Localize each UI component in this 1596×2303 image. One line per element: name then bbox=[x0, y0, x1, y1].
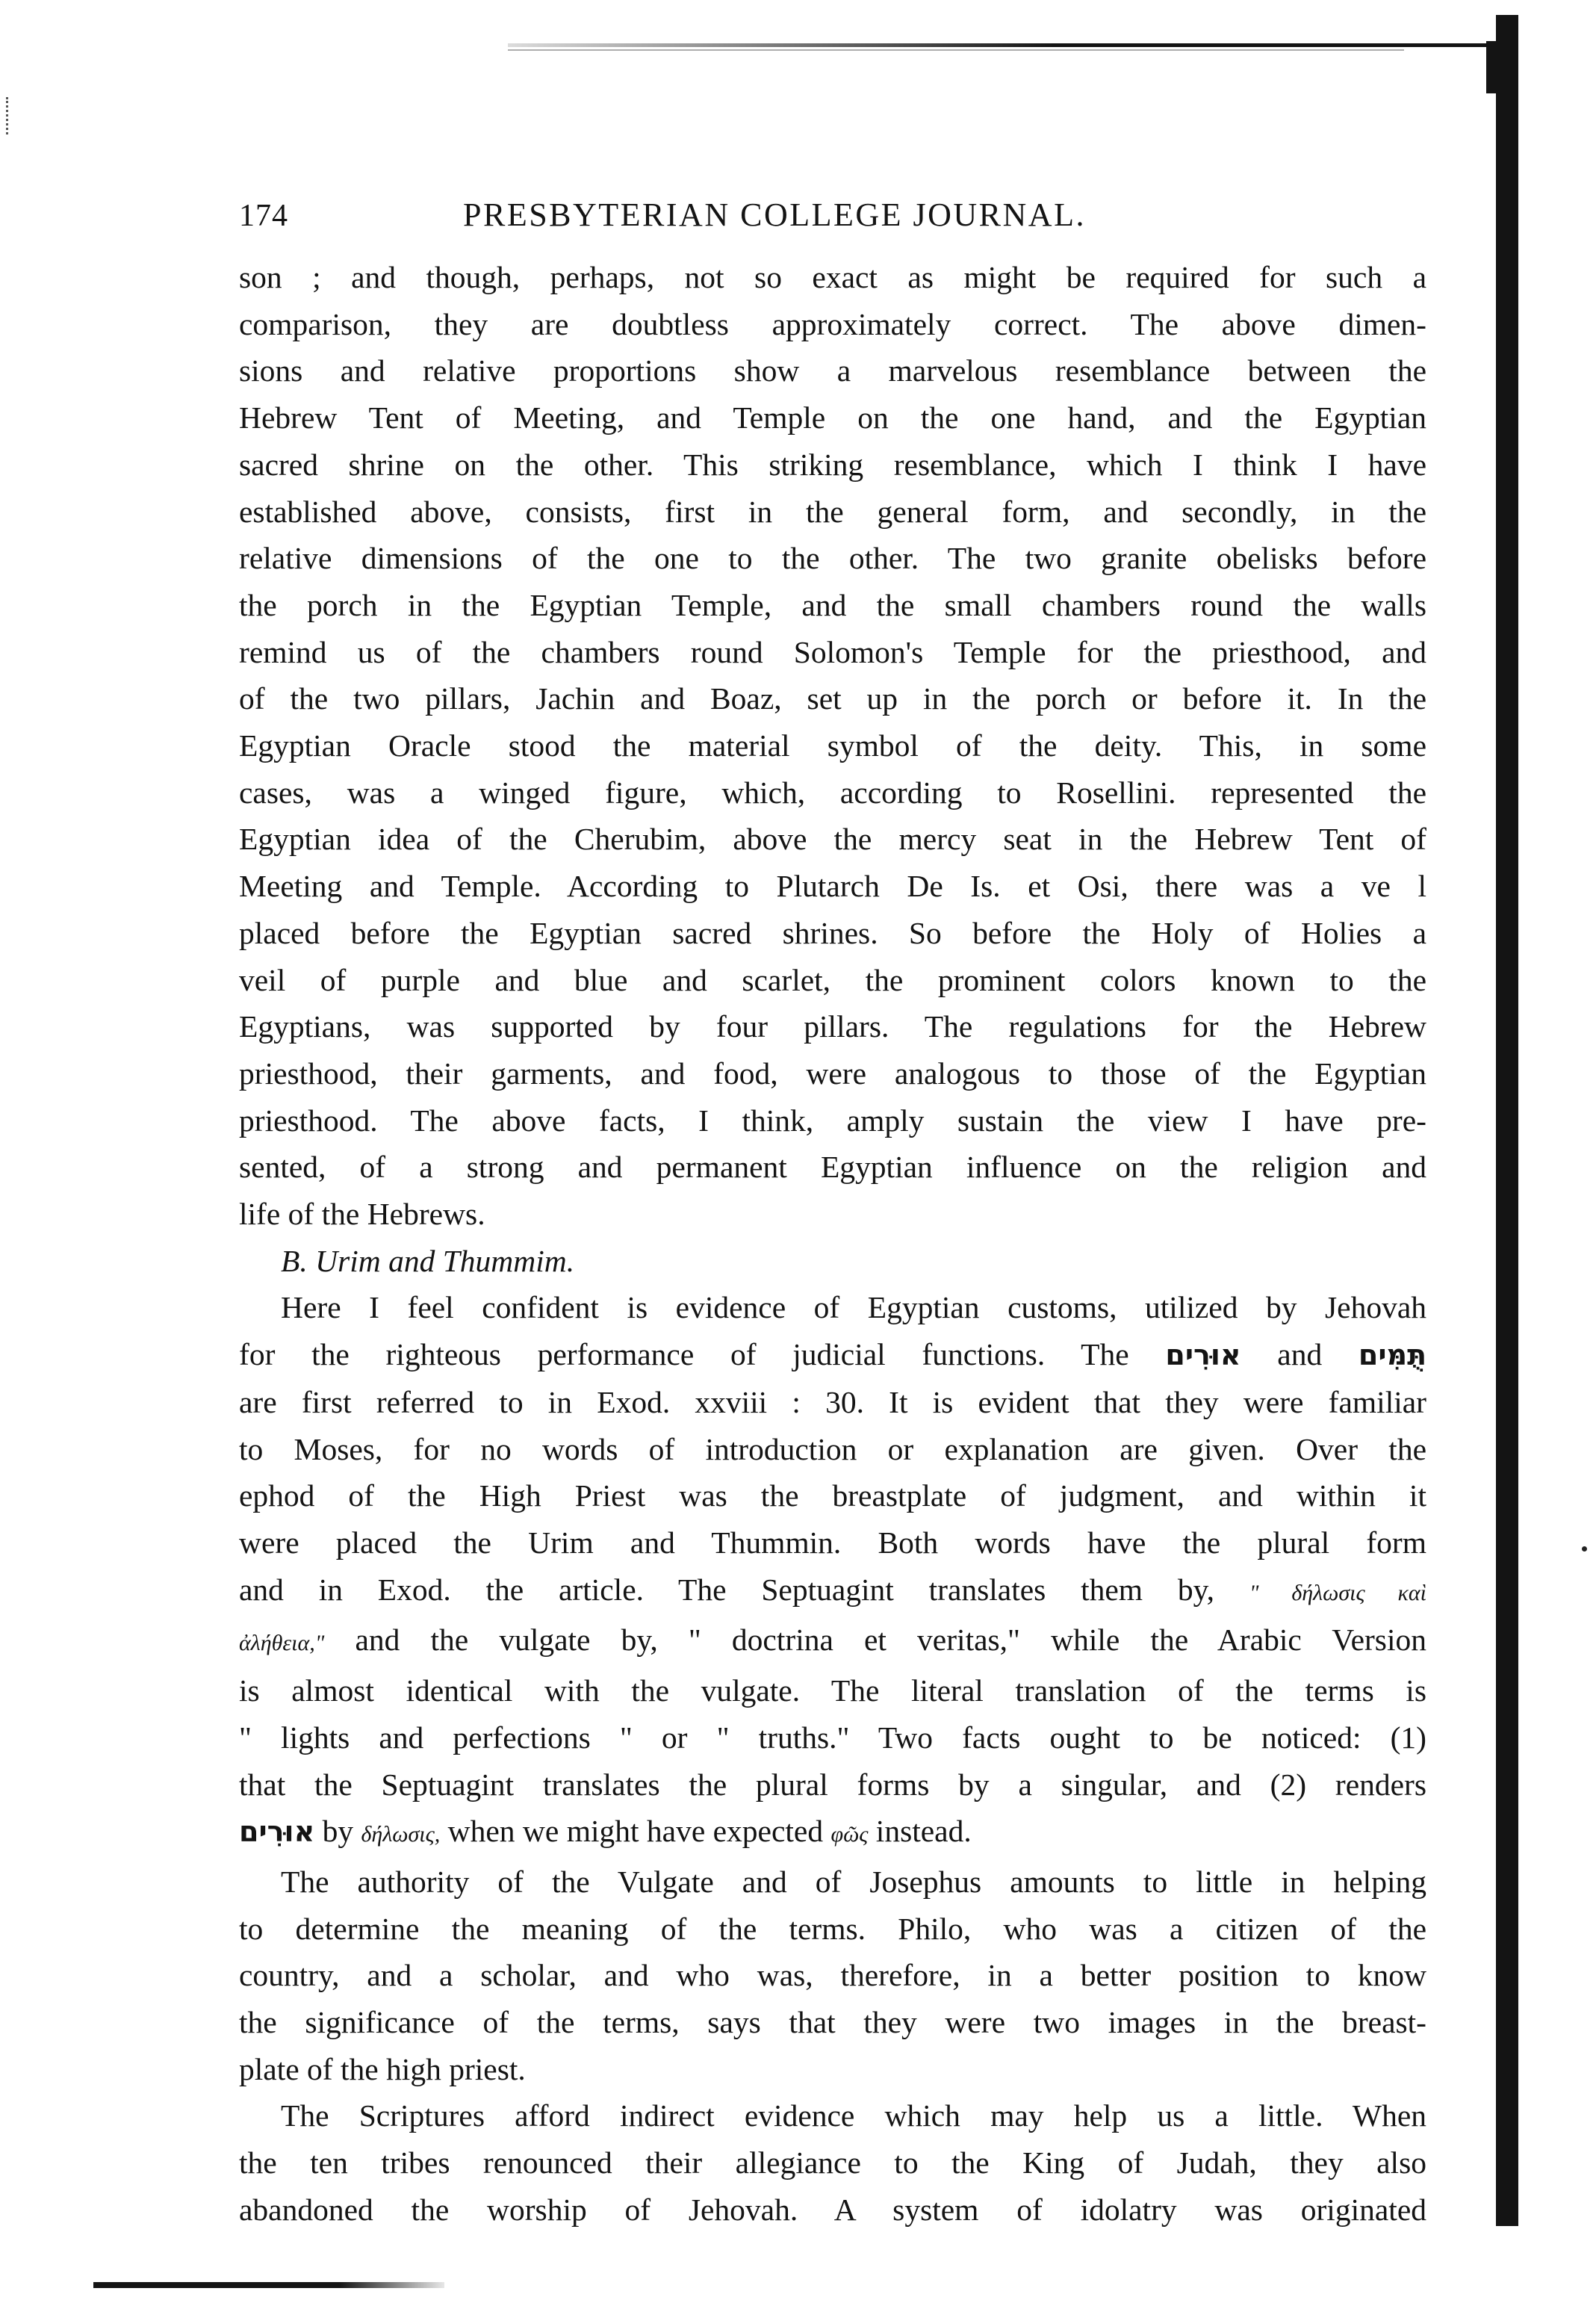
hebrew-urim: אוּרִים bbox=[1165, 1339, 1241, 1372]
bottom-scan-rule bbox=[93, 2282, 444, 2288]
hebrew-urim: אוּרִים bbox=[239, 1815, 315, 1849]
text-line: relative dimensions of the one to the other. The two granite obelisks before bbox=[239, 541, 1426, 576]
page-edge-shadow bbox=[1496, 15, 1518, 2226]
text-line: are first referred to in Exod. xxviii : 30. It is evident that they were familiar bbox=[239, 1384, 1426, 1419]
running-head bbox=[239, 196, 1464, 248]
text-line-hebrew-terms bbox=[239, 1331, 1426, 1379]
greek-phos: φῶς bbox=[830, 1822, 869, 1847]
paragraph-scriptures bbox=[239, 2092, 1426, 2233]
text-line: sented, of a strong and permanent Egyptian influence on the religion and bbox=[239, 1150, 1426, 1185]
text-line-greek bbox=[239, 1617, 1426, 1667]
text-run: when we might have expected bbox=[447, 1814, 824, 1849]
text-line: ephod of the High Priest was the breastplate of judgment, and within it bbox=[239, 1478, 1426, 1513]
page-body bbox=[239, 254, 1426, 2234]
text-line: Meeting and Temple. According to Plutarch De Is. et Osi, there was a ve l bbox=[239, 869, 1426, 904]
paragraph-authority bbox=[239, 1859, 1426, 2093]
text-line: sacred shrine on the other. This striking resemblance, which I think I have bbox=[239, 447, 1426, 482]
text-run: and bbox=[1277, 1337, 1323, 1372]
text-line: cases, was a winged figure, which, according to Rosellini. represented the bbox=[239, 775, 1426, 810]
text-line: of the two pillars, Jachin and Boaz, set up in the porch or before it. In the bbox=[239, 681, 1426, 716]
paragraph-urim-thummim bbox=[239, 1284, 1426, 1858]
text-run: by bbox=[322, 1814, 354, 1849]
greek-delosis-kai: " δήλωσις καὶ bbox=[1249, 1580, 1427, 1605]
text-line: Egyptian Oracle stood the material symbol of the deity. This, in some bbox=[239, 728, 1426, 763]
text-line: The Scriptures afford indirect evidence which may help us a little. When bbox=[281, 2098, 1426, 2133]
text-line: to Moses, for no words of introduction or explanation are given. Over the bbox=[239, 1431, 1426, 1466]
margin-scan-mark bbox=[6, 97, 10, 134]
text-line: son ; and though, perhaps, not so exact as might be required for such a bbox=[239, 260, 1426, 294]
greek-delosis: δήλωσις, bbox=[361, 1822, 441, 1847]
hebrew-thummim: תֻּמִּים bbox=[1358, 1339, 1427, 1372]
text-line: abandoned the worship of Jehovah. A system of idolatry was originated bbox=[239, 2192, 1426, 2227]
greek-aletheia: ἀλήθεια," bbox=[239, 1631, 325, 1656]
text-run: and the vulgate by, " doctrina et veritas," while the Arabic Version bbox=[355, 1622, 1426, 1658]
text-line: priesthood, their garments, and food, were analogous to those of the Egyptian bbox=[239, 1056, 1426, 1091]
text-line: that the Septuagint translates the plural forms by a singular, and (2) renders bbox=[239, 1767, 1426, 1802]
text-run: for the righteous performance of judicial functions. The bbox=[239, 1337, 1129, 1372]
paragraph-egyptian-influence bbox=[239, 254, 1426, 1238]
text-line: placed before the Egyptian sacred shrines. So before the Holy of Holies a bbox=[239, 915, 1426, 950]
top-scan-rule bbox=[508, 43, 1501, 47]
text-line: the significance of the terms, says that they were two images in the breast- bbox=[239, 2005, 1426, 2040]
text-run: instead. bbox=[875, 1814, 972, 1849]
text-line: is almost identical with the vulgate. The literal translation of the terms is bbox=[239, 1673, 1426, 1708]
text-line: the ten tribes renounced their allegiance to the King of Judah, they also bbox=[239, 2145, 1426, 2180]
text-line: priesthood. The above facts, I think, amply sustain the view I have pre- bbox=[239, 1103, 1426, 1138]
text-line: remind us of the chambers round Solomon's Temple for the priesthood, and bbox=[239, 634, 1426, 669]
text-line: to determine the meaning of the terms. Philo, who was a citizen of the bbox=[239, 1911, 1426, 1946]
text-line: veil of purple and blue and scarlet, the prominent colors known to the bbox=[239, 962, 1426, 997]
page-number: 174 bbox=[239, 199, 288, 233]
text-line: The authority of the Vulgate and of Josephus amounts to little in helping bbox=[281, 1864, 1426, 1899]
journal-title: PRESBYTERIAN COLLEGE JOURNAL. bbox=[463, 196, 1086, 233]
top-scan-rule-thin bbox=[508, 49, 1404, 51]
text-line: Egyptians, was supported by four pillars. The regulations for the Hebrew bbox=[239, 1009, 1426, 1044]
text-line: were placed the Urim and Thummin. Both words have the plural form bbox=[239, 1525, 1426, 1560]
text-line: Hebrew Tent of Meeting, and Temple on the one hand, and the Egyptian bbox=[239, 400, 1426, 436]
text-line-hebrew-greek bbox=[239, 1808, 1426, 1859]
section-subheading: B. Urim and Thummim. bbox=[281, 1243, 575, 1278]
text-line: Here I feel confident is evidence of Egyptian customs, utilized by Jehovah bbox=[281, 1290, 1426, 1325]
margin-scan-dot bbox=[1582, 1546, 1587, 1552]
text-line-greek bbox=[239, 1566, 1426, 1617]
text-line: comparison, they are doubtless approximately correct. The above dimen- bbox=[239, 306, 1426, 341]
text-line: plate of the high priest. bbox=[239, 2051, 526, 2086]
text-line: " lights and perfections " or " truths." Two facts ought to be noticed: (1) bbox=[239, 1720, 1426, 1755]
text-line: the porch in the Egyptian Temple, and the small chambers round the walls bbox=[239, 587, 1426, 622]
text-run: and in Exod. the article. The Septuagint translates them by, bbox=[239, 1572, 1215, 1607]
text-line: established above, consists, first in the general form, and secondly, in the bbox=[239, 494, 1426, 529]
text-line: country, and a scholar, and who was, therefore, in a better position to know bbox=[239, 1958, 1426, 1993]
text-line: sions and relative proportions show a marvelous resemblance between the bbox=[239, 353, 1426, 388]
text-line: life of the Hebrews. bbox=[239, 1197, 485, 1232]
text-line: Egyptian idea of the Cherubim, above the mercy seat in the Hebrew Tent of bbox=[239, 822, 1426, 857]
